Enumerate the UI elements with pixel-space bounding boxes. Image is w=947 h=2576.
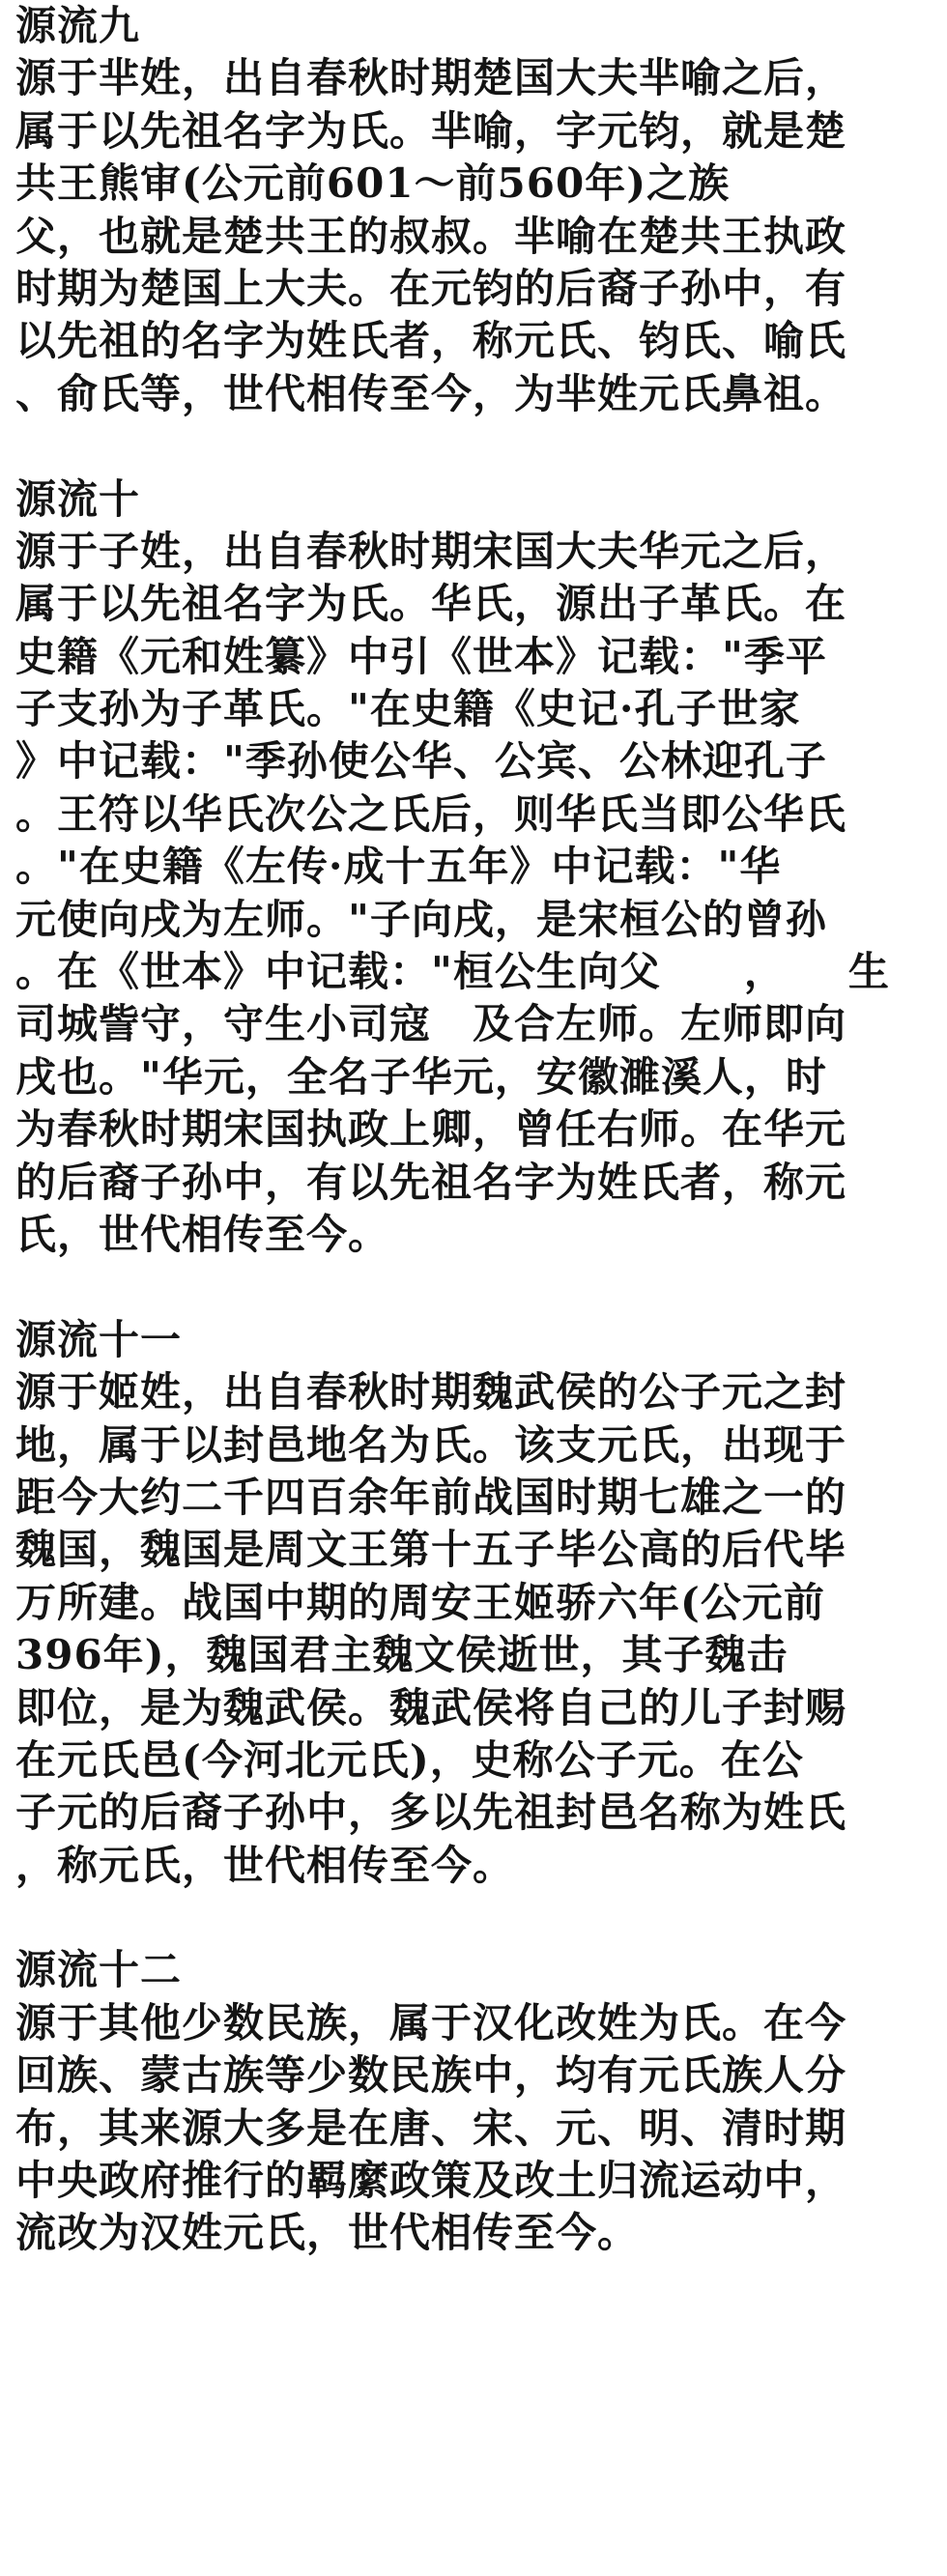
paragraph-line: 史籍《元和姓纂》中引《世本》记载："季平 — [15, 632, 827, 680]
paragraph-line: 源于芈姓，出自春秋时期楚国大夫芈喻之后， — [15, 54, 847, 102]
paragraph-line: 元使向戌为左师。"子向戌，是宋桓公的曾孙 — [15, 895, 827, 943]
paragraph-line: 布，其来源大多是在唐、宋、元、明、清时期 — [15, 2104, 847, 2152]
paragraph-line: 属于以先祖名字为氏。芈喻，字元钧，就是楚 — [15, 106, 847, 155]
paragraph-line: 魏国，魏国是周文王第十五子毕公高的后代毕 — [15, 1526, 847, 1574]
paragraph-line: 中央政府推行的羁縻政策及改土归流运动中， — [15, 2157, 847, 2205]
paragraph-line: 源于子姓，出自春秋时期宋国大夫华元之后， — [15, 527, 847, 575]
paragraph-line: 共王熊审(公元前601～前560年)之族 — [15, 159, 731, 208]
paragraph-line: 。"在史籍《左传·成十五年》中记载："华 — [15, 843, 782, 891]
paragraph-line: 。王符以华氏次公之氏后，则华氏当即公华氏 — [15, 789, 847, 838]
section-heading: 源流九 — [15, 2, 141, 49]
paragraph-line: 万所建。战国中期的周安王姬骄六年(公元前 — [15, 1578, 825, 1626]
paragraph-line: 》中记载："季孙使公华、公宾、公林迎孔子 — [15, 737, 827, 786]
paragraph-line: 源于其他少数民族，属于汉化改姓为氏。在今 — [15, 1998, 847, 2046]
paragraph-line: 氏，世代相传至今。 — [15, 1210, 390, 1258]
paragraph-line: 司城訾守，守生小司寇 及合左师。左师即向 — [15, 1000, 847, 1048]
section-heading: 源流十 — [15, 474, 141, 523]
paragraph-line: 回族、蒙古族等少数民族中，均有元氏族人分 — [15, 2051, 847, 2100]
paragraph-line: 源于姬姓，出自春秋时期魏武侯的公子元之封 — [15, 1368, 847, 1417]
paragraph-line: 396年)，魏国君主魏文侯逝世，其子魏击 — [15, 1631, 789, 1679]
section-spacer — [15, 1261, 933, 1313]
paragraph-line: 以先祖的名字为姓氏者，称元氏、钧氏、喻氏 — [15, 317, 847, 365]
paragraph-line: ，称元氏，世代相传至今。 — [15, 1841, 515, 1889]
section-11 — [15, 1314, 933, 1892]
paragraph-line: 父，也就是楚共王的叔叔。芈喻在楚共王执政 — [15, 212, 847, 260]
section-12 — [15, 1944, 933, 2259]
section-9 — [15, 0, 933, 420]
paragraph-line: 距今大约二千四百余年前战国时期七雄之一的 — [15, 1473, 847, 1521]
paragraph-line: 戌也。"华元，全名子华元，安徽濉溪人，时 — [15, 1052, 827, 1101]
paragraph-line: 在元氏邑(今河北元氏)，史称公子元。在公 — [15, 1735, 804, 1784]
section-10 — [15, 473, 933, 1262]
paragraph-line: 时期为楚国上大夫。在元钧的后裔子孙中，有 — [15, 264, 847, 312]
paragraph-line: 地，属于以封邑地名为氏。该支元氏，出现于 — [15, 1420, 847, 1469]
paragraph-line: 、俞氏等，世代相传至今，为芈姓元氏鼻祖。 — [15, 369, 847, 417]
paragraph-line: 。在《世本》中记载："桓公生向父 ， 生 — [15, 948, 890, 996]
paragraph-line: 为春秋时期宋国执政上卿，曾任右师。在华元 — [15, 1105, 847, 1154]
section-heading: 源流十一 — [15, 1315, 183, 1363]
article-body — [15, 0, 933, 2260]
section-heading: 源流十二 — [15, 1946, 183, 1994]
paragraph-line: 属于以先祖名字为氏。华氏，源出子革氏。在 — [15, 580, 847, 628]
paragraph-line: 流改为汉姓元氏，世代相传至今。 — [15, 2209, 640, 2257]
paragraph-line: 子元的后裔子孙中，多以先祖封邑名称为姓氏 — [15, 1789, 847, 1837]
paragraph-line: 子支孙为子革氏。"在史籍《史记·孔子世家 — [15, 685, 801, 733]
section-spacer — [15, 420, 933, 472]
paragraph-line: 的后裔子孙中，有以先祖名字为姓氏者，称元 — [15, 1158, 847, 1206]
section-spacer — [15, 1892, 933, 1944]
paragraph-line: 即位，是为魏武侯。魏武侯将自己的儿子封赐 — [15, 1683, 847, 1732]
